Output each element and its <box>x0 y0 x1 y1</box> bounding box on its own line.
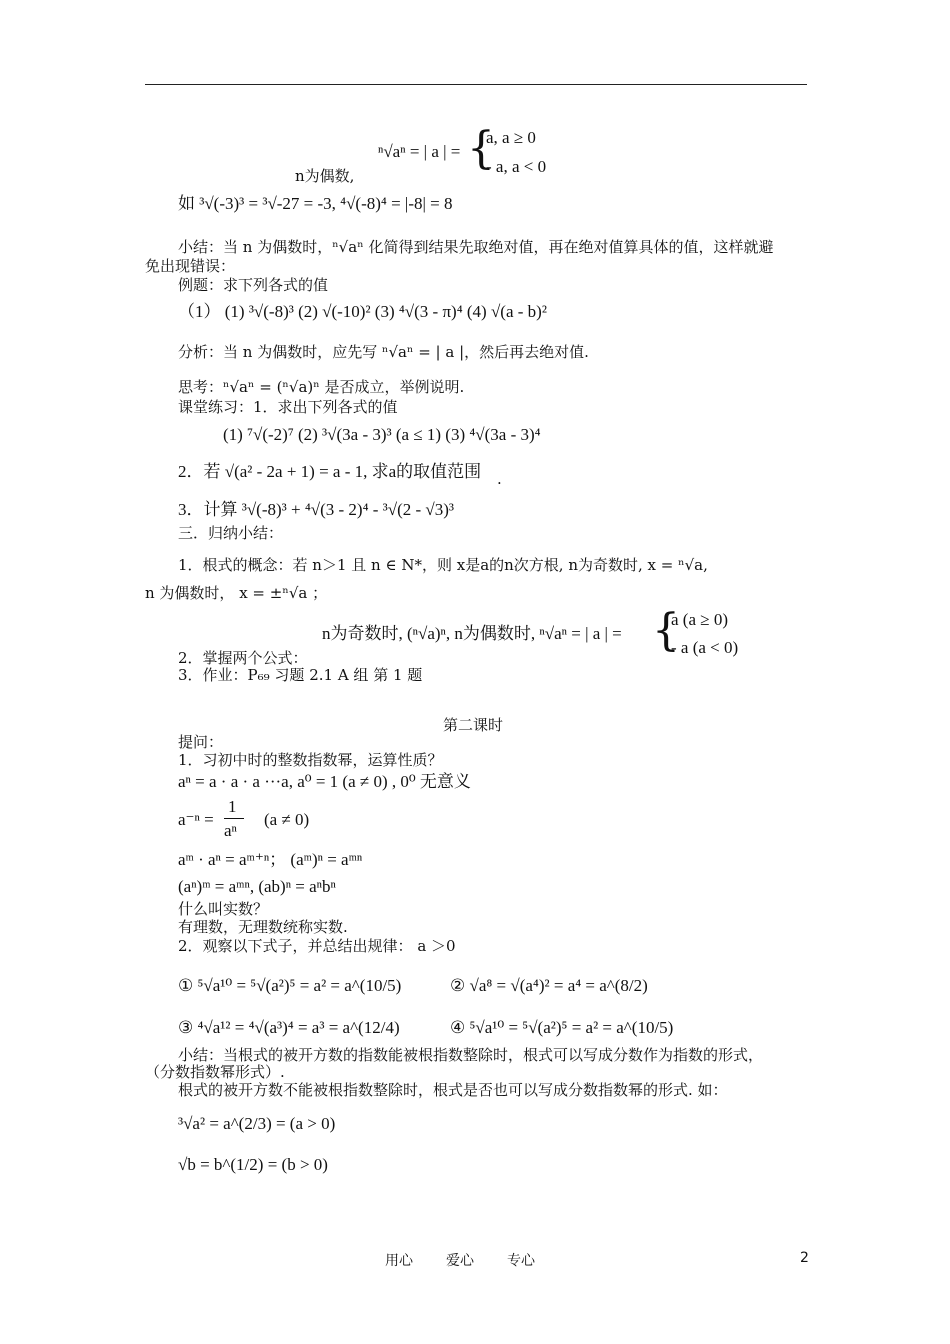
text-line: 什么叫实数？ <box>178 900 269 918</box>
summary-line: 小结：当 n 为偶数时，ⁿ√aⁿ 化简得到结果先取绝对值，再在绝对值算具体的值，这样就避 <box>178 238 774 256</box>
formula-line: (aⁿ)ᵐ = aᵐⁿ, (ab)ⁿ = aⁿbⁿ <box>178 877 336 896</box>
example-formula: √b = b^(1/2) = (b > 0) <box>178 1155 328 1174</box>
case-line: a (a ≥ 0) <box>671 610 728 629</box>
page-number: 2 <box>800 1250 809 1266</box>
text-line: n为偶数, <box>295 167 355 185</box>
example-heading: 例题：求下列各式的值 <box>178 276 329 294</box>
exercise-2: 2．若 √(a² - 2a + 1) = a - 1, 求a的取值范围 <box>178 462 482 481</box>
observe-4: ④ ⁵√a¹⁰ = ⁵√(a²)⁵ = a² = a^(10/5) <box>450 1018 674 1037</box>
case-line: - a, a < 0 <box>486 157 547 176</box>
concept-line: 1．根式的概念：若 n＞1 且 n ∈ N*，则 x是a的n次方根, n为奇数时, x = ⁿ√a, <box>178 556 708 574</box>
section-heading: 三．归纳小结： <box>178 524 284 542</box>
summary-line: 免出现错误： <box>145 257 236 275</box>
summary-line: 小结：当根式的被开方数的指数能被根指数整除时，根式可以写成分数作为指数的形式， <box>178 1046 764 1064</box>
example-line: 如 ³√(-3)³ = ³√-27 = -3, ⁴√(-8)⁴ = |-8| = 8 <box>178 194 453 213</box>
exercise-heading: 课堂练习：1．求出下列各式的值 <box>178 398 398 416</box>
brace: { <box>467 123 495 174</box>
formula-neg-exp: a⁻ⁿ = <box>178 810 214 829</box>
footer-motto: 专心 <box>507 1253 535 1269</box>
observe-3: ③ ⁴√a¹² = ⁴√(a³)⁴ = a³ = a^(12/4) <box>178 1018 400 1037</box>
fraction-den: aⁿ <box>224 821 237 840</box>
case-line: a, a ≥ 0 <box>486 128 536 147</box>
text-line: 1．习初中时的整数指数幂，运算性质？ <box>178 751 443 769</box>
text-line: 2．掌握两个公式： <box>178 649 308 667</box>
observe-2: ② √a⁸ = √(a⁴)² = a⁴ = a^(8/2) <box>450 976 648 995</box>
example-items: （1） (1) ³√(-8)³ (2) √(-10)² (3) ⁴√(3 - π)⁴ (4) √(a - b)² <box>178 302 547 321</box>
analysis-line: 分析：当 n 为偶数时，应先写 ⁿ√aⁿ = | a |，然后再去绝对值. <box>178 343 589 361</box>
exercise-items: (1) ⁷√(-2)⁷ (2) ³√(3a - 3)³ (a ≤ 1) (3) ⁴√(3a - 3)⁴ <box>223 425 541 444</box>
concept-line: n 为偶数时， x = ±ⁿ√a ； <box>145 584 328 602</box>
footer-motto: 用心 <box>385 1253 413 1269</box>
formula-abs-even: ⁿ√aⁿ = | a | = <box>378 142 461 161</box>
formula-line: aᵐ · aⁿ = aᵐ⁺ⁿ； (aᵐ)ⁿ = aᵐⁿ <box>178 850 363 869</box>
text-line: 2．观察以下式子，并总结出规律： a ＞0 <box>178 937 456 955</box>
think-line: 思考：ⁿ√aⁿ = (ⁿ√a)ⁿ 是否成立，举例说明. <box>178 378 465 396</box>
text-line: 有理数，无理数统称实数. <box>178 918 348 936</box>
formula-summary: n为奇数时, (ⁿ√a)ⁿ, n为偶数时, ⁿ√aⁿ = | a | = <box>322 624 622 643</box>
header-rule <box>145 84 807 85</box>
text-line: 提问： <box>178 733 224 751</box>
example-formula: ³√a² = a^(2/3) = (a > 0) <box>178 1114 336 1133</box>
homework-line: 3．作业：P₆₉ 习题 2.1 A 组 第 1 题 <box>178 666 423 684</box>
exercise-3: 3．计算 ³√(-8)³ + ⁴√(3 - 2)⁴ - ³√(2 - √3)³ <box>178 500 455 519</box>
fraction-bar <box>224 818 244 819</box>
fraction-num: 1 <box>228 797 237 816</box>
case-line: - a (a < 0) <box>671 638 739 657</box>
condition: (a ≠ 0) <box>264 810 310 829</box>
formula-line: aⁿ = a · a · a ···a, a⁰ = 1 (a ≠ 0) , 0⁰ 无意义 <box>178 772 471 791</box>
footer-motto: 爱心 <box>446 1253 474 1269</box>
lesson-title: 第二课时 <box>443 716 504 734</box>
observe-1: ① ⁵√a¹⁰ = ⁵√(a²)⁵ = a² = a^(10/5) <box>178 976 402 995</box>
summary-line: 根式的被开方数不能被根指数整除时，根式是否也可以写成分数指数幂的形式. 如： <box>178 1081 728 1099</box>
dot: . <box>497 470 502 488</box>
brace: { <box>652 605 680 656</box>
summary-line: （分数指数幂形式）. <box>145 1063 285 1081</box>
